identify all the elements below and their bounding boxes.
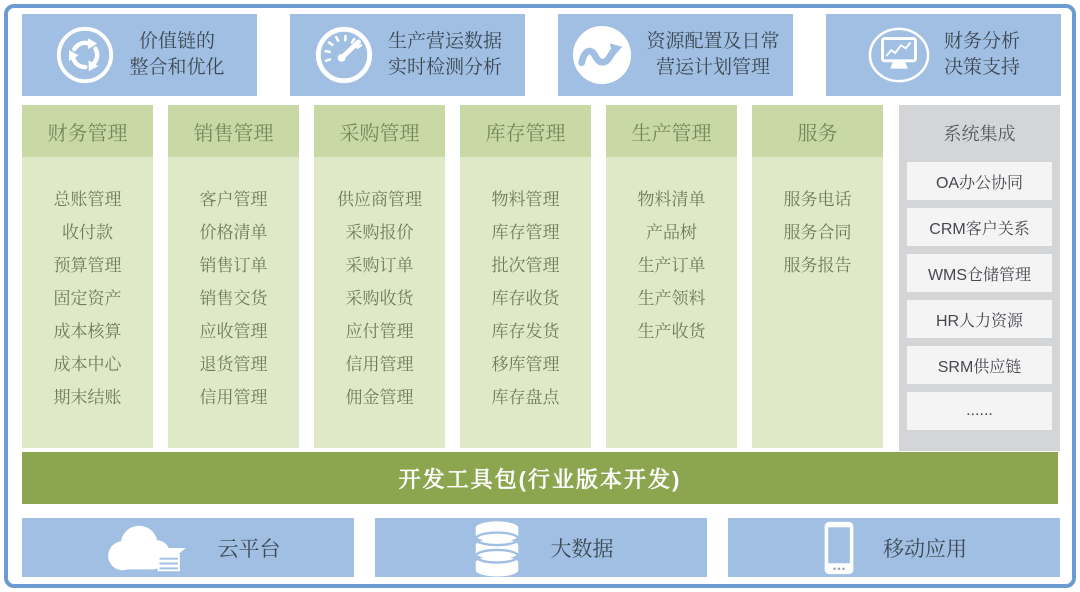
module-item: 价格清单	[199, 223, 268, 242]
module-item: 销售交货	[199, 289, 268, 308]
module-item: 固定资产	[53, 289, 122, 308]
feature-label-line1: 财务分析	[943, 31, 1020, 52]
module-item: 采购报价	[345, 223, 414, 242]
integration-item: WMS仓储管理	[907, 254, 1052, 292]
module-item: 客户管理	[199, 190, 268, 209]
feature-box-production-data	[290, 14, 525, 96]
integration-column	[899, 105, 1060, 451]
module-item: 应收管理	[199, 322, 268, 341]
feature-label-line1: 生产营运数据	[387, 31, 502, 52]
feature-label-line2: 决策支持	[943, 57, 1020, 78]
module-item: 采购收货	[345, 289, 414, 308]
feature-label	[129, 29, 224, 81]
module-header: 生产管理	[606, 105, 737, 157]
module-header: 采购管理	[314, 105, 445, 157]
module-column-production	[606, 105, 737, 448]
integration-item: HR人力资源	[907, 300, 1052, 338]
feature-label-line2: 营运计划管理	[655, 57, 770, 78]
module-item: 批次管理	[491, 256, 560, 275]
platform-box-bigdata	[375, 518, 707, 577]
module-item: 生产订单	[637, 256, 706, 275]
module-item: 信用管理	[199, 388, 268, 407]
module-item: 服务合同	[783, 223, 852, 242]
module-item: 退货管理	[199, 355, 268, 374]
feature-box-value-chain	[22, 14, 257, 96]
module-column-purchasing	[314, 105, 445, 448]
integration-header: 系统集成	[943, 123, 1016, 144]
module-item: 预算管理	[53, 256, 122, 275]
platform-label: 大数据	[550, 537, 614, 561]
feature-label	[388, 29, 502, 81]
integration-item: OA办公协同	[907, 162, 1052, 200]
module-header: 库存管理	[460, 105, 591, 157]
feature-label-line1: 资源配置及日常	[646, 31, 780, 52]
module-item: 库存管理	[491, 223, 560, 242]
platform-label: 移动应用	[883, 537, 967, 561]
module-item: 生产领料	[637, 289, 706, 308]
module-item: 采购订单	[345, 256, 414, 275]
wave-arrow-icon	[571, 24, 633, 86]
platform-label: 云平台	[217, 537, 281, 561]
module-item-list	[22, 157, 153, 448]
feature-label	[646, 29, 779, 81]
module-item: 物料清单	[637, 190, 706, 209]
feature-label-line2: 实时检测分析	[387, 57, 502, 78]
module-item: 服务电话	[783, 190, 852, 209]
module-item: 总账管理	[53, 190, 122, 209]
module-item: 收付款	[62, 223, 113, 242]
module-column-sales	[168, 105, 299, 448]
feature-box-financial-analysis	[826, 14, 1061, 96]
module-column-service	[752, 105, 883, 448]
platform-box-cloud	[22, 518, 354, 577]
module-item: 库存发货	[491, 322, 560, 341]
feature-label-line2: 整合和优化	[129, 57, 225, 78]
module-item: 信用管理	[345, 355, 414, 374]
module-item-list	[460, 157, 591, 448]
feature-label-line1: 价值链的	[138, 31, 215, 52]
platform-box-mobile	[728, 518, 1060, 577]
integration-item: SRM供应链	[907, 346, 1052, 384]
module-header: 财务管理	[22, 105, 153, 157]
mobile-icon	[821, 521, 857, 575]
module-item: 成本核算	[53, 322, 122, 341]
module-item: 移库管理	[491, 355, 560, 374]
module-item: 成本中心	[53, 355, 122, 374]
integration-item-list	[899, 160, 1060, 430]
module-item-list	[606, 157, 737, 448]
database-icon	[469, 519, 525, 577]
module-item: 销售订单	[199, 256, 268, 275]
module-item: 产品树	[646, 223, 697, 242]
module-item-list	[752, 157, 883, 448]
module-item: 库存盘点	[491, 388, 560, 407]
module-item: 期末结账	[53, 388, 122, 407]
module-column-inventory	[460, 105, 591, 448]
module-column-finance	[22, 105, 153, 448]
module-item: 佣金管理	[345, 388, 414, 407]
module-item: 应付管理	[345, 322, 414, 341]
cycle-arrows-icon	[54, 24, 116, 86]
module-item: 生产收货	[637, 322, 706, 341]
module-item-list	[168, 157, 299, 448]
monitor-chart-icon	[867, 24, 931, 86]
dev-toolkit-bar: 开发工具包(行业版本开发)	[22, 452, 1058, 504]
module-item: 供应商管理	[337, 190, 422, 209]
module-item: 服务报告	[783, 256, 852, 275]
feature-label	[944, 29, 1020, 81]
cloud-icon	[96, 517, 192, 579]
module-item: 物料管理	[491, 190, 560, 209]
feature-box-resource-planning	[558, 14, 793, 96]
gauge-icon	[313, 24, 375, 86]
module-item: 库存收货	[491, 289, 560, 308]
module-item-list	[314, 157, 445, 448]
module-header: 服务	[752, 105, 883, 157]
module-header: 销售管理	[168, 105, 299, 157]
integration-item: ......	[907, 392, 1052, 430]
integration-item: CRM客户关系	[907, 208, 1052, 246]
